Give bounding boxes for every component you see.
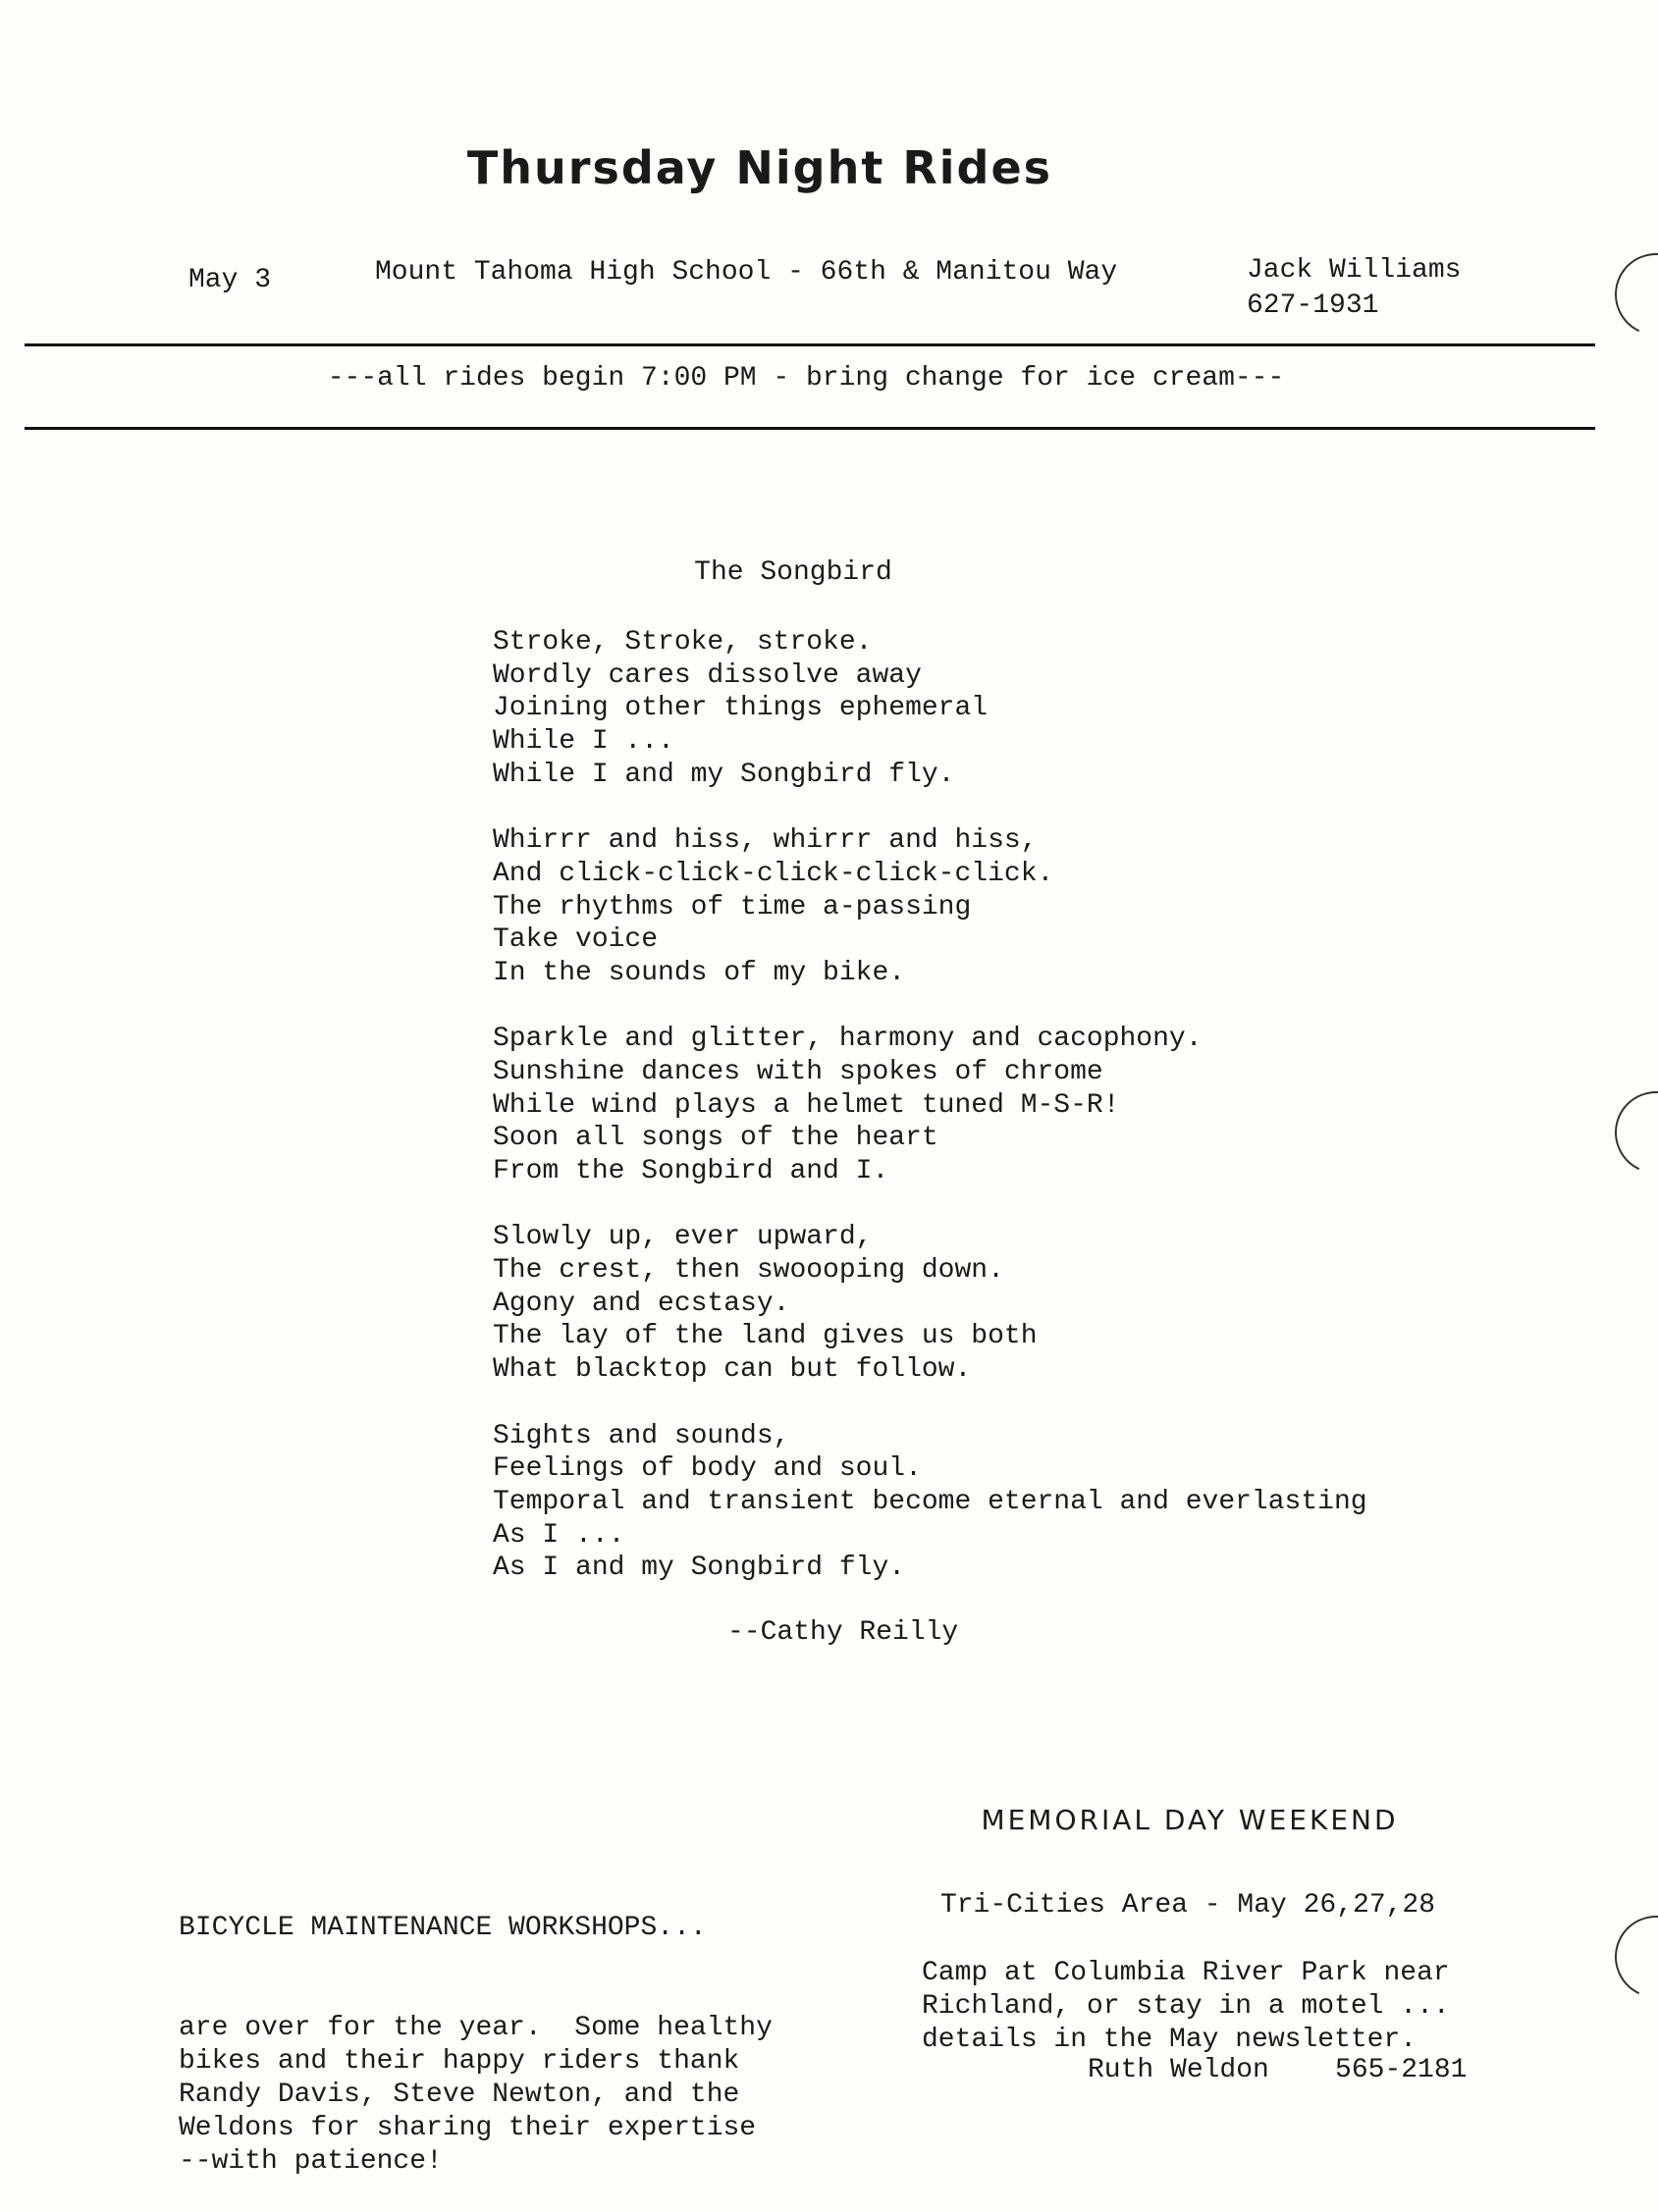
poem-line: Sights and sounds, (493, 1420, 790, 1451)
workshops-line: bikes and their happy riders thank (179, 2046, 740, 2077)
poem-stanza (493, 626, 1367, 791)
poem-body (493, 626, 1367, 1618)
poem-line: Take voice (493, 924, 659, 956)
divider-bottom (25, 427, 1595, 430)
workshops-heading: BICYCLE MAINTENANCE WORKSHOPS... (179, 1913, 707, 1943)
memorial-line: Richland, or stay in a motel ... (922, 1991, 1450, 2022)
poem-line: Soon all songs of the heart (493, 1123, 938, 1154)
poem-stanza (493, 1420, 1367, 1585)
poem-line: Stroke, Stroke, stroke. (493, 627, 873, 658)
memorial-contact: Ruth Weldon 565-2181 (1088, 2055, 1468, 2085)
poem-line: Whirrr and hiss, whirrr and hiss, (493, 825, 1038, 857)
poem-line: Joining other things ephemeral (493, 693, 989, 724)
poem-line: While I and my Songbird fly. (493, 759, 955, 790)
poem-stanza (493, 824, 1367, 989)
ride-date: May 3 (188, 265, 272, 295)
punch-hole (1603, 241, 1658, 347)
poem-line: Wordly cares dissolve away (493, 659, 922, 691)
memorial-heading: MEMORIAL DAY WEEKEND (981, 1804, 1399, 1836)
memorial-body (922, 1957, 1450, 2057)
poem-line: From the Songbird and I. (493, 1156, 889, 1186)
poem-line: Feelings of body and soul. (493, 1453, 922, 1485)
workshops-body (179, 2012, 773, 2179)
poem-title: The Songbird (694, 557, 892, 588)
poem-line: Slowly up, ever upward, (493, 1222, 873, 1253)
poem-line: What blacktop can but follow. (493, 1354, 972, 1386)
memorial-area: Tri-Cities Area - May 26,27,28 (939, 1890, 1436, 1921)
workshops-line: are over for the year. Some healthy (179, 2013, 773, 2043)
ride-notice: ---all rides begin 7:00 PM - bring change for ice cream--- (327, 363, 1285, 394)
poem-stanza (493, 1023, 1367, 1187)
poem-line: While wind plays a helmet tuned M-S-R! (493, 1089, 1120, 1121)
workshops-line: Weldons for sharing their expertise (179, 2113, 757, 2143)
poem-line: And click-click-click-click-click. (493, 858, 1054, 889)
punch-hole (1603, 1080, 1658, 1185)
poem-line: Sparkle and glitter, harmony and cacophony. (493, 1024, 1203, 1055)
poem-line: As I ... (493, 1519, 625, 1551)
poem-stanza (493, 1221, 1367, 1386)
workshops-line: --with patience! (179, 2146, 443, 2177)
poem-line: Sunshine dances with spokes of chrome (493, 1056, 1103, 1087)
memorial-line: details in the May newsletter. (922, 2025, 1417, 2055)
poem-line: As I and my Songbird fly. (493, 1553, 906, 1584)
contact-name: Jack Williams (1247, 255, 1462, 286)
poem-line: The crest, then swoooping down. (493, 1255, 1004, 1287)
divider-top (25, 343, 1595, 346)
contact-phone: 627-1931 (1247, 290, 1379, 321)
memorial-line: Camp at Columbia River Park near (922, 1958, 1450, 1988)
ride-location: Mount Tahoma High School - 66th & Manitou Way (375, 257, 1118, 288)
poem-author: --Cathy Reilly (727, 1617, 959, 1648)
workshops-line: Randy Davis, Steve Newton, and the (179, 2080, 740, 2110)
poem-line: Agony and ecstasy. (493, 1288, 790, 1319)
poem-line: While I ... (493, 726, 674, 758)
poem-line: The lay of the land gives us both (493, 1321, 1038, 1352)
page-title: Thursday Night Rides (466, 141, 1053, 194)
poem-line: Temporal and transient become eternal and everlasting (493, 1486, 1367, 1517)
poem-line: In the sounds of my bike. (493, 957, 906, 988)
poem-line: The rhythms of time a-passing (493, 891, 972, 922)
